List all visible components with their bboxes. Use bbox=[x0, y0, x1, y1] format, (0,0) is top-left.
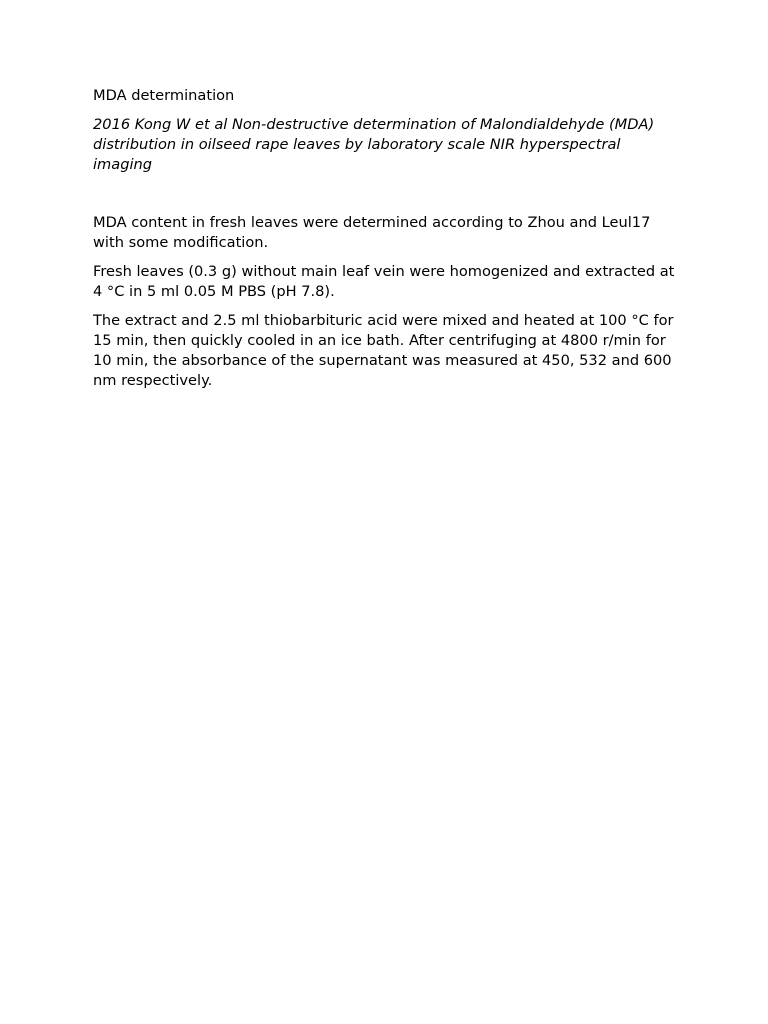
document-body bbox=[93, 86, 675, 400]
paragraph-measurement: The extract and 2.5 ml thiobarbituric acid were mixed and heated at 100 °C for 15 min, then quickly cooled in an ice bath. After centrifuging at 4800 r/min for 10 min, the absorbance of the supernatant was measured at 450, 532 and 600 nm respectively. bbox=[93, 312, 674, 389]
citation-text: 2016 Kong W et al Non-destructive determination of Malondialdehyde (MDA) distribution in oilseed rape leaves by laboratory scale NIR hyperspectral imaging bbox=[93, 116, 655, 173]
paragraph-method-source: MDA content in fresh leaves were determined according to Zhou and Leul17 with some modification. bbox=[93, 214, 651, 251]
document-heading: MDA determination bbox=[93, 87, 235, 104]
paragraph-extraction: Fresh leaves (0.3 g) without main leaf vein were homogenized and extracted at 4 °C in 5 ml 0.05 M PBS (pH 7.8). bbox=[93, 263, 675, 300]
